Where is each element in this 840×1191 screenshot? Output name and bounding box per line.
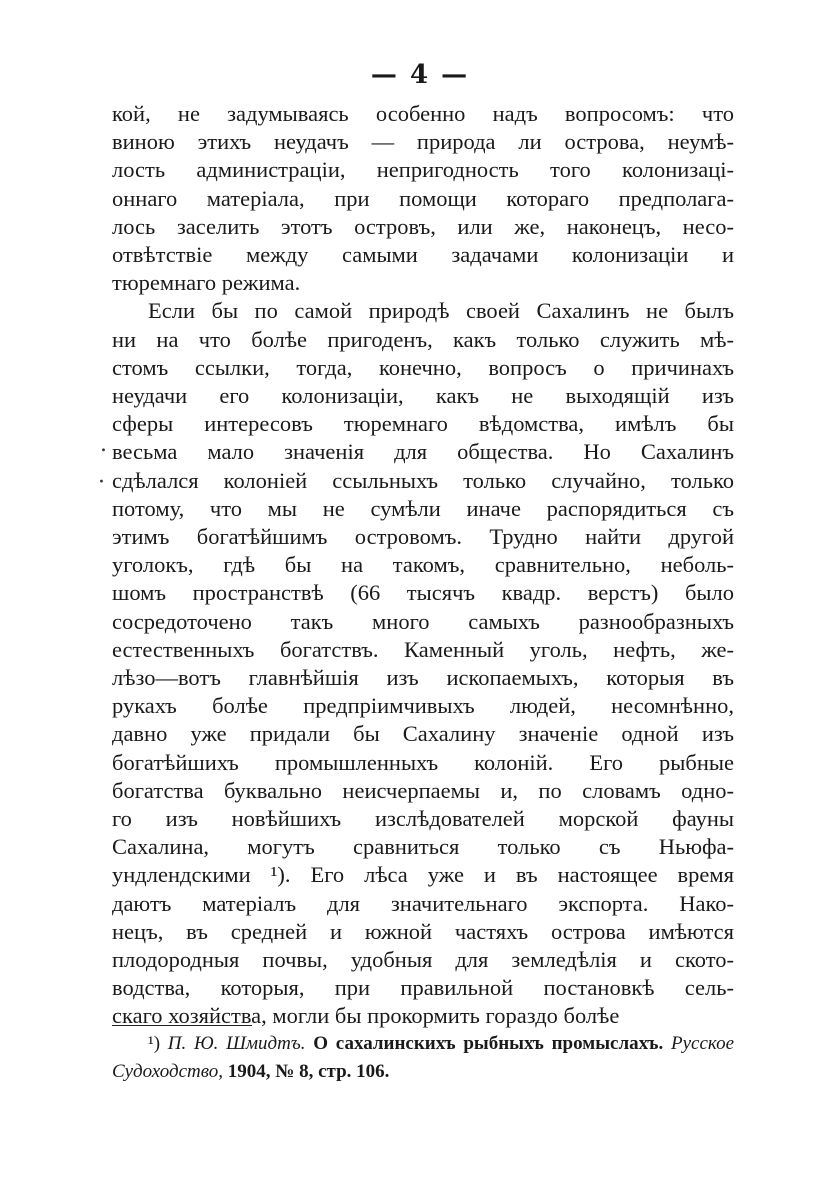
footnote-title: О сахалинскихъ рыбныхъ промыслахъ. [313,1033,664,1054]
text-line: виною этихъ неудачъ — природа ли острова, неумѣ- [112,129,734,155]
footnote-line-2 [112,1058,734,1086]
text-line: даютъ матерiалъ для значительнаго экспорта. Нако- [112,890,734,916]
footnote-journal: Русское [671,1033,735,1054]
text-line: ни на что болѣе пригоденъ, какъ только служить мѣ- [112,326,734,352]
text-line: Если бы по самой природѣ своей Сахалинъ не былъ [148,298,734,324]
text-line: го изъ новѣйшихъ изслѣдователей морской фауны [112,806,734,831]
text-line: плодородныя почвы, удобныя для земледѣлiя и ското- [112,947,734,972]
text-line: потому, что мы не сумѣли иначе распорядиться съ [112,495,734,521]
text-line: лось заселить этотъ островъ, или же, наконецъ, несо- [112,213,734,239]
text-line: шомъ пространствѣ (66 тысячъ квадр. верстъ) было [112,580,734,606]
footnote-separator [112,1025,252,1026]
footnote-journal-cont: Судоходство, [112,1061,224,1082]
text-line: лѣзо—вотъ главнѣйшiя изъ ископаемыхъ, которыя въ [112,665,734,690]
margin-mark: . [100,432,107,457]
text-line: богатѣйшихъ промышленныхъ колонiй. Его рыбные [112,749,734,775]
text-line: неудачи его колонизацiи, какъ не выходящiй изъ [112,383,734,408]
text-line: этимъ богатѣйшимъ островомъ. Трудно найти другой [112,524,734,549]
margin-mark: · [98,470,105,495]
text-line: сосредоточено такъ много самыхъ разнообразныхъ [112,608,734,634]
text-line: лость администрацiи, непригодность того колонизацi- [112,157,734,183]
text-line: тюремнаго режима. [112,270,301,296]
text-line: Сахалина, могутъ сравниться только съ Ньюфа- [112,834,734,860]
page-number: — 4 — [370,60,470,90]
text-line: кой, не задумываясь особенно надъ вопросомъ: что [112,101,734,126]
text-line: рукахъ болѣе предпрiимчивыхъ людей, несомнѣнно, [112,693,734,719]
text-line: богатства буквально неисчерпаемы и, по словамъ одно- [112,777,734,803]
text-line: естественныхъ богатствъ. Каменный уголь, нефть, же- [112,636,734,662]
text-line: уголокъ, гдѣ бы на такомъ, сравнительно, неболь- [112,552,734,578]
text-line: нецъ, въ средней и южной частяхъ острова имѣются [112,918,734,944]
footnote-marker: ¹) [148,1033,161,1054]
footnote-details: 1904, № 8, стр. 106. [227,1061,390,1082]
text-line: отвѣтствiе между самыми задачами колонизацiи и [112,242,734,267]
text-line: весьма мало значенiя для общества. Но Сахалинъ [112,439,734,465]
text-line: давно уже придали бы Сахалину значенiе одной изъ [112,721,734,747]
text-line: скаго хозяйства, могли бы прокормить гораздо болѣе [112,1003,620,1029]
text-line: сдѣлался колонiей ссыльныхъ только случайно, только [112,467,734,493]
text-line: оннаго матерiала, при помощи котораго предполага- [112,185,734,211]
text-line: стомъ ссылки, тогда, конечно, вопросъ о причинахъ [112,354,734,380]
footnote-author: П. Ю. Шмидтъ. [167,1033,306,1054]
text-line: водства, которыя, при правильной постановкѣ сель- [112,975,734,1001]
text-line: сферы интересовъ тюремнаго вѣдомства, имѣлъ бы [112,411,734,437]
footnote-line-1 [148,1030,734,1058]
text-line: ундлендскими ¹). Его лѣса уже и въ настоящее время [112,862,734,888]
